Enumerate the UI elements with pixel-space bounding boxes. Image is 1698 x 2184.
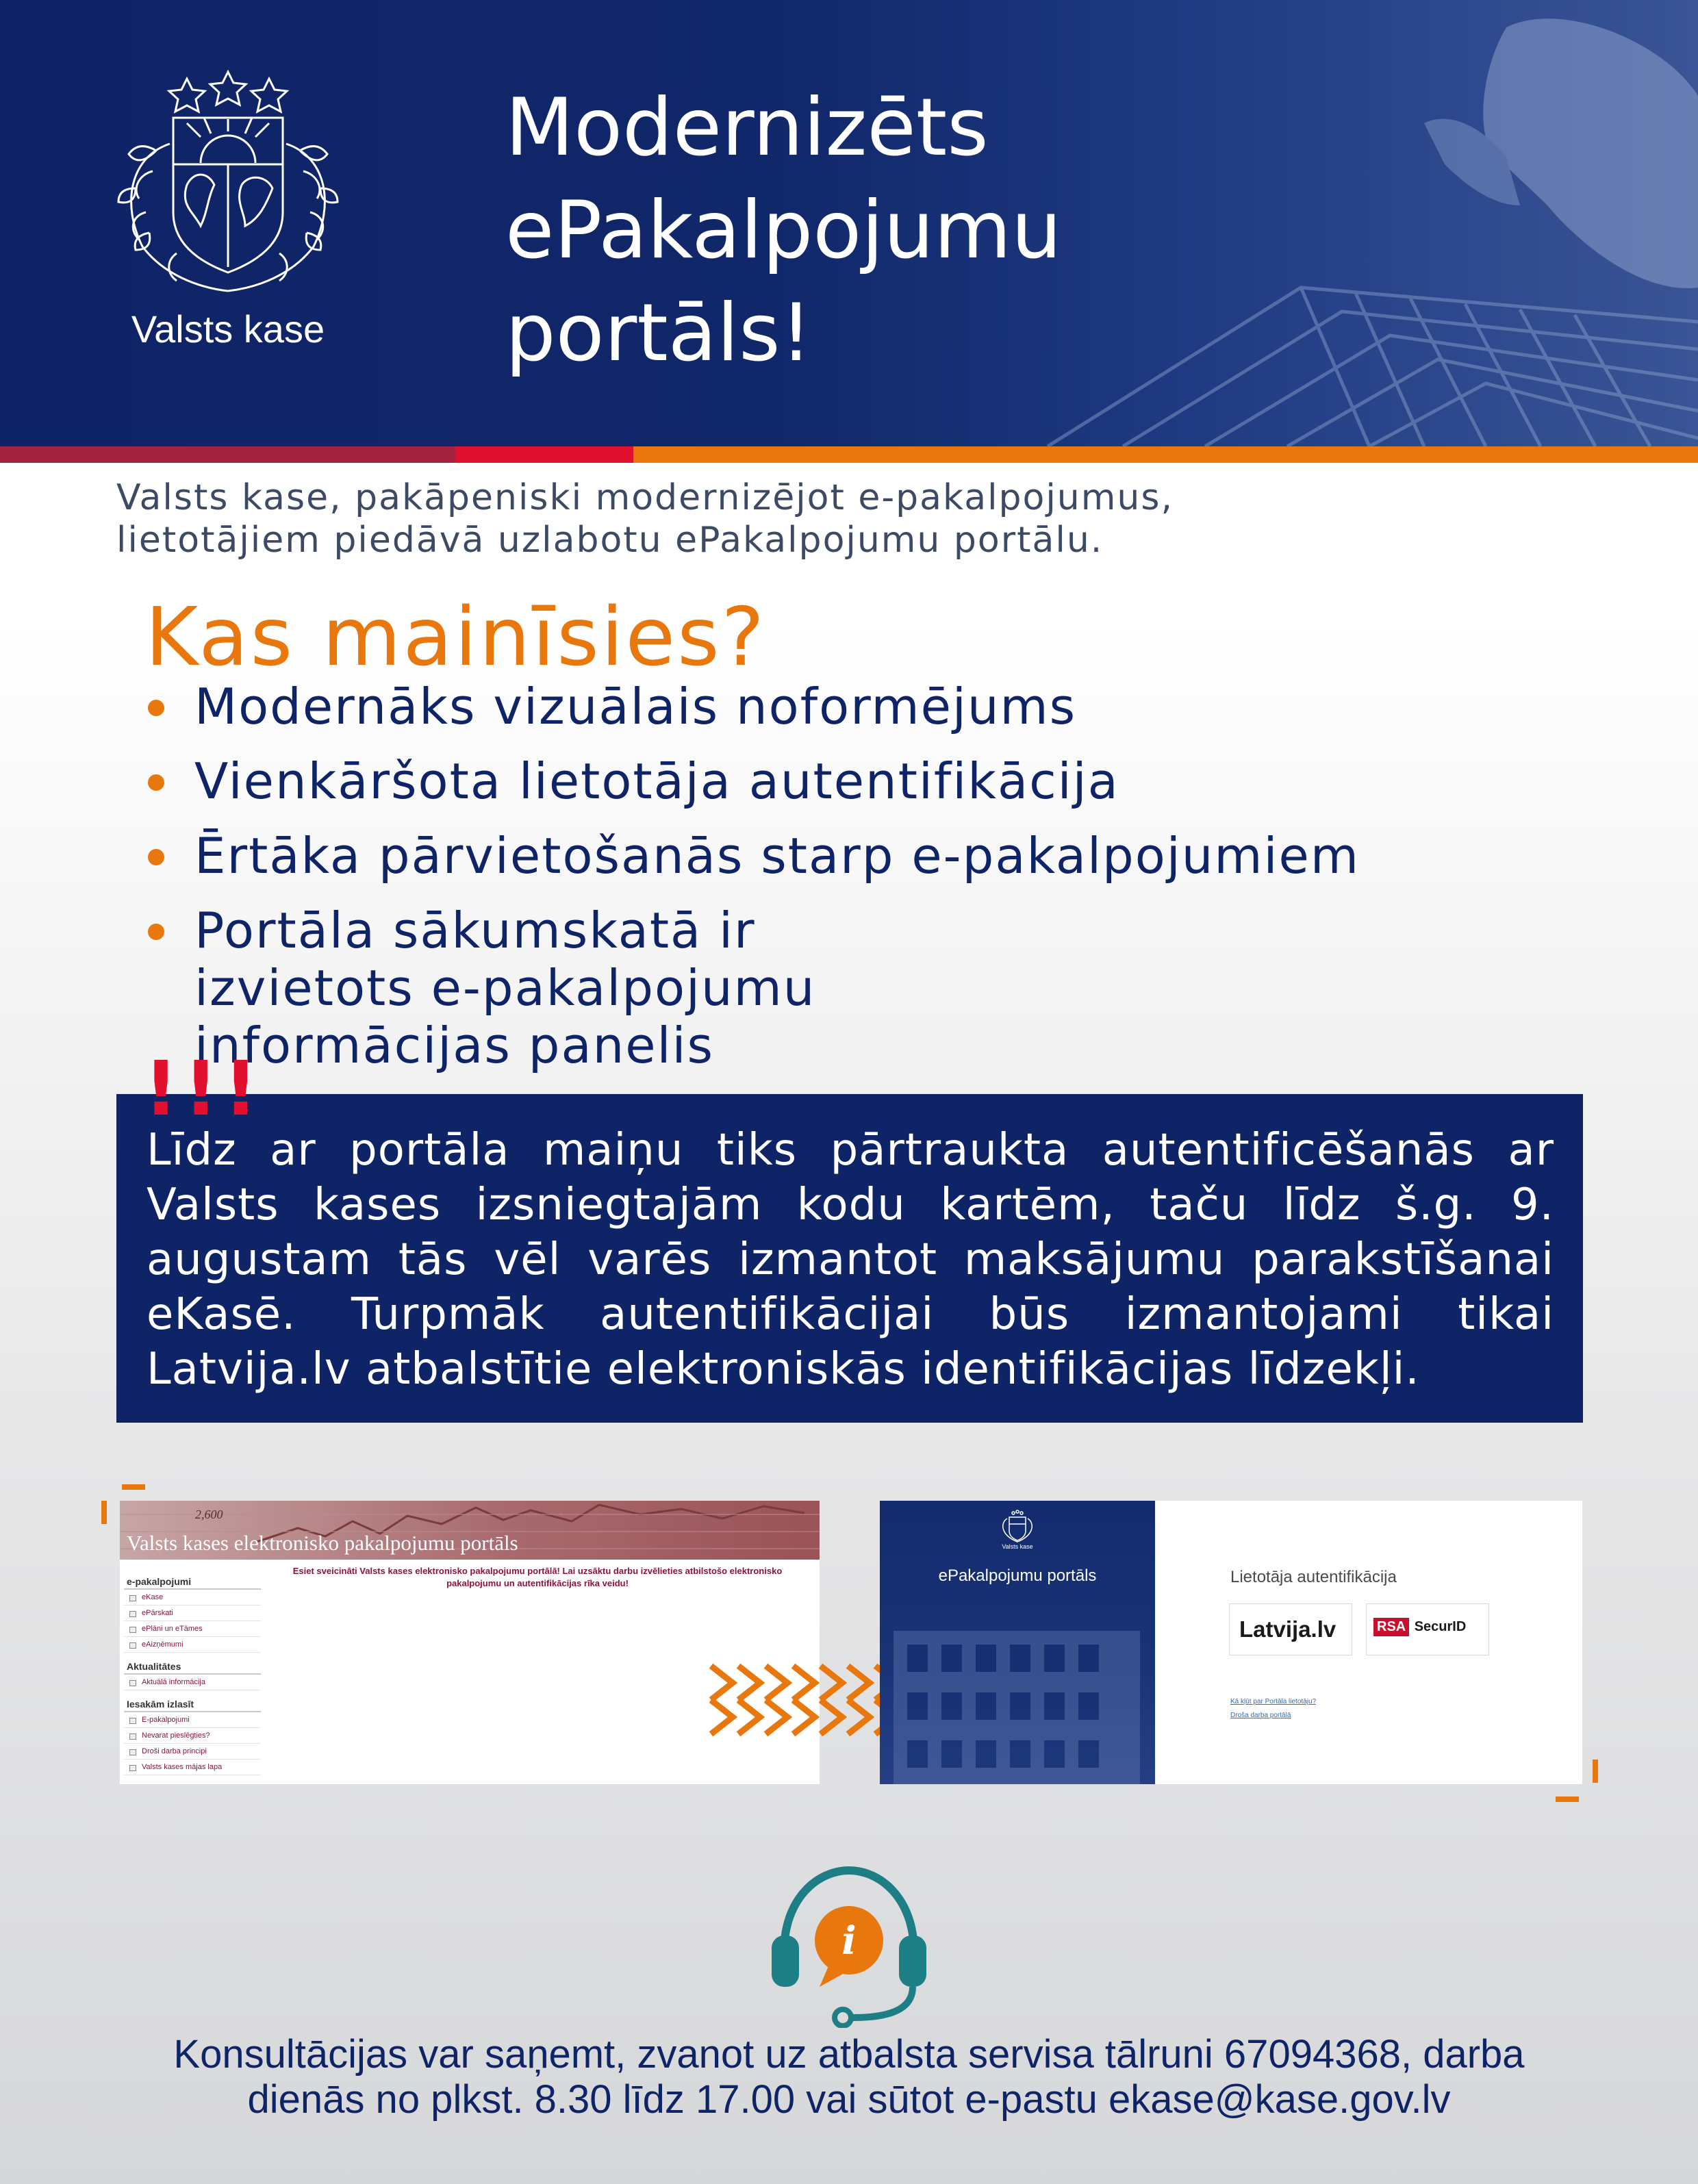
- sidebar-link[interactable]: ePlāni un eTāmes: [124, 1621, 261, 1637]
- new-portal-brand: Valsts kase: [1002, 1543, 1033, 1550]
- stripe-crimson: [0, 446, 455, 463]
- new-portal-sidebar: [880, 1501, 1155, 1784]
- notice-text: Līdz ar portāla maiņu tiks pārtraukta autentificēšanās ar Valsts kases izsniegtajām kodu kartēm, taču līdz š.g. 9. augustam tās vēl varēs izmantot maksājumu parakstīšanai eKasē. Turpmāk autentifikācijai būs izmantojami tikai Latvija.lv atbalstītie elektroniskās identifikācijas līdzekļi.: [147, 1125, 1554, 1395]
- help-link[interactable]: Kā kļūt par Portāla lietotāju?: [1230, 1698, 1317, 1705]
- intro-line: Valsts kase, pakāpeniski modernizējot e-pakalpojumus,: [116, 477, 1174, 518]
- sidebar-link[interactable]: Aktuālā informācija: [124, 1675, 261, 1690]
- title-line: portāls!: [505, 287, 813, 379]
- intro-text: [116, 477, 1554, 561]
- chart-number: 2,600: [195, 1508, 223, 1521]
- info-letter: i: [841, 1918, 857, 1964]
- list-item: Portāla sākumskatā ir izvietots e-pakalpojumu informācijas panelis: [144, 902, 1582, 1074]
- changes-heading: Kas mainīsies?: [145, 589, 767, 684]
- list-item: Modernāks vizuālais noformējums: [144, 678, 1582, 735]
- sidebar-section-title: e-pakalpojumi: [124, 1575, 261, 1590]
- help-link[interactable]: Droša darba portālā: [1230, 1712, 1291, 1719]
- old-portal-welcome: Esiet sveicināti Valsts kases elektronisko pakalpojumu portālā! Lai uzsāktu darbu izvēlieties atbilstošo elektronisko pakalpojumu un autentifikācijas rīka veidu!: [292, 1566, 783, 1588]
- sidebar-link[interactable]: ePārskati: [124, 1605, 261, 1621]
- brand-name: Valsts kase: [131, 307, 325, 351]
- header-banner: [0, 0, 1698, 446]
- list-item: Ērtāka pārvietošanās starp e-pakalpojumiem: [144, 827, 1582, 885]
- coat-of-arms-icon: [998, 1509, 1037, 1543]
- sidebar-section-title: Iesakām izlasīt: [124, 1697, 261, 1712]
- corner-mark: [1593, 1760, 1598, 1783]
- coat-of-arms-icon: [115, 68, 341, 301]
- list-item: Vienkāršota lietotāja autentifikācija: [144, 752, 1582, 810]
- contact-info: [110, 2032, 1588, 2122]
- rsa-securid-login-button[interactable]: [1366, 1603, 1489, 1655]
- title-line: Modernizēts: [505, 81, 989, 174]
- corner-mark: [101, 1501, 107, 1524]
- page-title: [505, 77, 1327, 385]
- old-portal-title: Valsts kases elektronisko pakalpojumu portāls: [127, 1531, 518, 1555]
- headset-info-icon: [763, 1864, 935, 2028]
- sidebar-link[interactable]: Droši darba principi: [124, 1744, 261, 1760]
- rsa-label: SecurID: [1414, 1619, 1467, 1634]
- changes-list: [144, 678, 1582, 1091]
- sidebar-link[interactable]: Nevarat pieslēgties?: [124, 1728, 261, 1744]
- notice-box: [116, 1094, 1583, 1423]
- building-photo: [880, 1603, 1155, 1784]
- rsa-logo-icon: RSA: [1373, 1618, 1409, 1636]
- corner-mark: [122, 1484, 145, 1490]
- stripe-red: [455, 446, 633, 463]
- sidebar-link[interactable]: Valsts kases mājas lapa: [124, 1760, 261, 1775]
- auth-title: Lietotāja autentifikācija: [1230, 1568, 1397, 1586]
- intro-line: lietotājiem piedāvā uzlabotu ePakalpojumu portālu.: [116, 520, 1104, 561]
- sidebar-link[interactable]: eAizņēmumi: [124, 1637, 261, 1653]
- title-line: ePakalpojumu: [505, 184, 1062, 277]
- exclamation-marks: !!!: [144, 1045, 264, 1132]
- stripe-orange: [633, 446, 1698, 463]
- latvija-login-button[interactable]: Latvija.lv: [1229, 1603, 1352, 1655]
- contact-line: dienās no plkst. 8.30 līdz 17.00 vai sūtot e-pastu ekase@kase.gov.lv: [247, 2077, 1451, 2122]
- contact-line: Konsultācijas var saņemt, zvanot uz atbalsta servisa tālruni 67094368, darba: [173, 2032, 1525, 2077]
- old-portal-screenshot: [120, 1501, 820, 1784]
- new-portal-title: ePakalpojumu portāls: [938, 1566, 1097, 1585]
- old-portal-banner: [120, 1501, 820, 1560]
- corner-mark: [1556, 1796, 1579, 1802]
- new-portal-screenshot: [880, 1501, 1582, 1784]
- sidebar-section-title: Aktualitātes: [124, 1660, 261, 1675]
- sidebar-link[interactable]: E-pakalpojumi: [124, 1712, 261, 1728]
- sidebar-link[interactable]: eKase: [124, 1590, 261, 1605]
- old-portal-sidebar: [124, 1568, 380, 1775]
